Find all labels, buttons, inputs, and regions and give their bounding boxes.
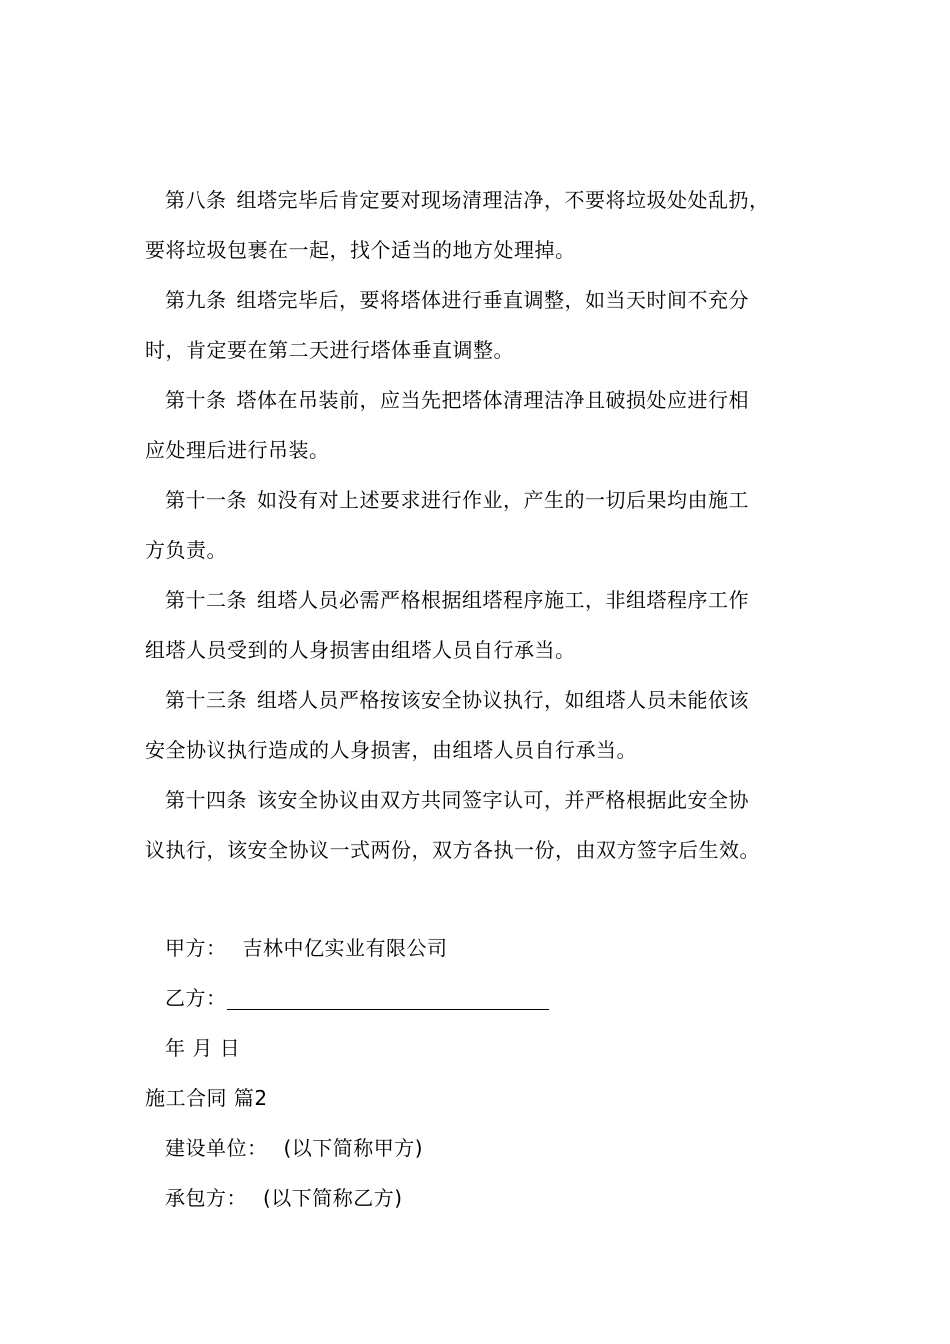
builder-line [165,1136,845,1160]
article-12-line-2: 组塔人员受到的人身损害由组塔人员自行承当。 [145,638,576,662]
article-13-line-2: 安全协议执行造成的人身损害，由组塔人员自行承当。 [145,738,637,762]
party-a-label: 甲方： [165,936,227,960]
party-a-value: 吉林中亿实业有限公司 [242,936,448,960]
article-12-title: 第十二条 [165,588,247,612]
party-b-signature-line [227,989,549,1010]
article-9-title: 第九条 [165,288,227,312]
article-8-title: 第八条 [165,188,227,212]
article-12-line-1 [165,588,845,612]
article-10-line-2: 应处理后进行吊装。 [145,438,330,462]
article-13-title: 第十三条 [165,688,247,712]
article-12-text-1: 组塔人员必需严格根据组塔程序施工，非组塔程序工作 [257,588,749,612]
article-14-line-1 [165,788,845,812]
date-line: 年 月 日 [165,1036,241,1060]
article-9-line-2: 时，肯定要在第二天进行塔体垂直调整。 [145,338,514,362]
article-9-line-1 [165,288,845,312]
article-14-line-2: 议执行，该安全协议一式两份，双方各执一份，由双方签字后生效。 [145,838,760,862]
article-8-line-2: 要将垃圾包裹在一起，找个适当的地方处理掉。 [145,238,576,262]
article-11-line-2: 方负责。 [145,538,227,562]
article-8-text-1: 组塔完毕后肯定要对现场清理洁净，不要将垃圾处处乱扔， [236,188,770,212]
builder-label: 建设单位： [165,1136,268,1160]
article-10-line-1 [165,388,845,412]
article-11-line-1 [165,488,845,512]
contract-2-heading: 施工合同 篇2 [145,1086,268,1110]
article-11-title: 第十一条 [165,488,247,512]
builder-note: (以下简称甲方) [283,1136,424,1160]
contractor-note: (以下简称乙方) [263,1186,403,1210]
article-14-text-1: 该安全协议由双方共同签字认可，并严格根据此安全协 [257,788,749,812]
article-14-title: 第十四条 [165,788,247,812]
article-8-line-1 [165,188,845,212]
contractor-line [165,1186,845,1210]
article-13-text-1: 组塔人员严格按该安全协议执行，如组塔人员未能依该 [257,688,749,712]
article-10-text-1: 塔体在吊装前，应当先把塔体清理洁净且破损处应进行相 [236,388,749,412]
party-b-label: 乙方： [165,986,227,1010]
article-11-text-1: 如没有对上述要求进行作业，产生的一切后果均由施工 [257,488,749,512]
article-13-line-1 [165,688,845,712]
contractor-label: 承包方： [165,1186,247,1210]
party-b-line [165,986,845,1010]
party-a-line [165,936,845,960]
article-9-text-1: 组塔完毕后，要将塔体进行垂直调整，如当天时间不充分 [236,288,749,312]
article-10-title: 第十条 [165,388,227,412]
